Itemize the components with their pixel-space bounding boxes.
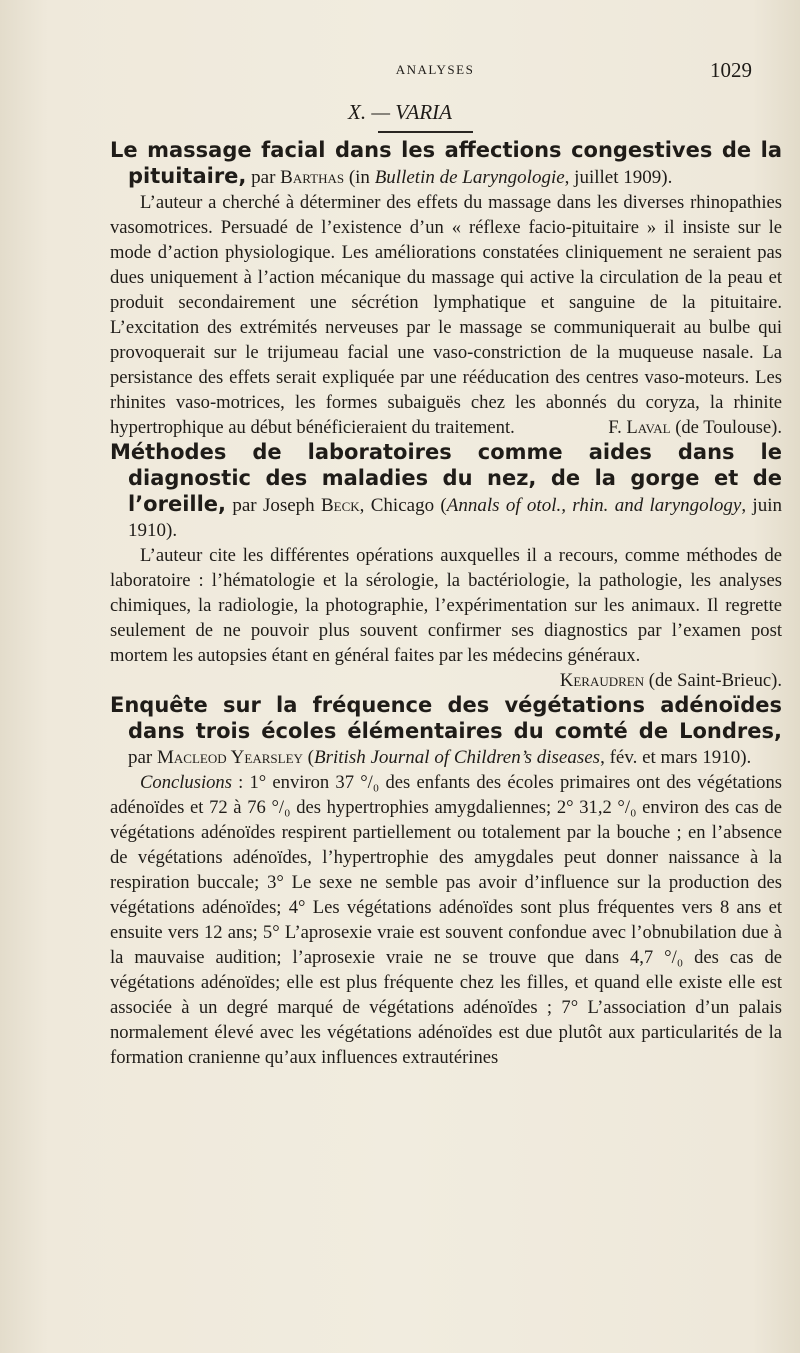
article-source-open: (: [302, 747, 314, 768]
article-title: Enquête sur la fréquence des végétations adénoïdes dans trois écoles élémentaires du comté de Londres,: [110, 693, 782, 743]
article-3: [110, 693, 782, 1070]
section-rule: [378, 131, 473, 133]
signature-name: F. Laval: [608, 417, 671, 438]
article-heading: [110, 138, 782, 190]
section-title: X. — VARIA: [348, 100, 452, 124]
article-text: L’auteur a cherché à déterminer des effets du massage dans les diverses rhinopathies vasomotrices. Persuadé de l’existence d’un « réflexe facio-pituitaire » il insiste sur le mode d’action physiologique. Les améliorations constatées cliniquement ne seraient pas dues uniquement à l’action mécanique du massage qui active la circulation de la peau et produit secondairement une sécrétion lymphatique et sanguine de la pituitaire. L’excitation des extrémités nerveuses par le massage se communiquerait au bulbe qui provoquerait sur le trijumeau facial une vaso-constriction de la muqueuse nasale. La persistance des effets serait expliquée par une rééducation des centres vaso-moteurs. Les rhinites vaso-motrices, les formes subaiguës chez les abonnés du coryza, la rhinite hypertrophique au début bénéficieraient du traitement.: [110, 192, 782, 438]
article-text: : 1° environ 37 °/₀ des enfants des écoles primaires ont des végétations adénoïdes et 72 à 76 °/₀ des hypertrophies amygdaliennes; 2° 31,2 °/₀ environ des cas de végétations adénoïdes respirent partiellement ou totalement par la bouche ; en l’absence de végétations adénoïdes, l’hypertrophie des amygdales peut donner naissance à la respiration buccale; 3° Le sexe ne semble pas avoir d’influence sur la production des végétations adénoïdes; 4° Les végétations adénoïdes sont plus fréquentes vers 8 ans et ensuite vers 12 ans; 5° L’aprosexie vraie est souvent confondue avec l’obnubilation due à la mauvaise audition; l’aprosexie vraie ne se trouve que dans 4,7 °/₀ des cas de végétations adénoïdes; elle est plus fréquente chez les filles, et quand elle existe elle est associée à un degré marqué de végétations adénoïdes ; 7° L’association d’un palais normalement élevé avec les végétations adénoïdes est due plutôt aux particularités de la formation cranienne qu’aux influences extrautérines: [110, 772, 782, 1068]
article-source: British Journal of Children’s diseases: [313, 747, 601, 768]
article-text: L’auteur cite les différentes opérations auxquelles il a recours, comme méthodes de laboratoire : l’hématologie et la sérologie, la bactériologie, la pathologie, les analyses chimiques, la radiologie, la photographie, l’expérimentation sur les animaux. Il regrette seulement de ne pouvoir plus souvent confirmer ses diagnostics par l’examen post mortem les autopsies étant en général faites par les médecins généraux.: [110, 545, 782, 666]
article-source: Bulletin de Laryngologie: [374, 167, 565, 188]
article-by: par: [246, 167, 281, 188]
article-source-open: (in: [344, 167, 375, 188]
article-2: [110, 440, 782, 693]
article-source-close: , fév. et mars 1910).: [600, 747, 752, 768]
article-heading: [110, 693, 782, 770]
signature-name: Keraudren: [559, 670, 645, 691]
article-author: Beck: [320, 495, 360, 516]
article-heading: [110, 440, 782, 543]
article-body: [110, 770, 782, 1070]
article-title: Le massage facial dans les affections congestives de la pituitaire,: [110, 138, 782, 188]
signature-place: (de Toulouse).: [670, 417, 782, 438]
article-source-close: , juillet 1909).: [564, 167, 673, 188]
article-author: Barthas: [280, 167, 345, 188]
article-source: Annals of otol., rhin. and laryngology: [446, 495, 742, 516]
article-signature: [608, 415, 782, 440]
article-author: Macleod Yearsley: [157, 747, 303, 768]
content: [110, 138, 782, 1070]
article-lead: Conclusions: [140, 772, 232, 793]
article-body: [110, 543, 782, 691]
article-source-close: , juin 1910).: [128, 495, 782, 541]
page-number: 1029: [710, 58, 752, 82]
page-header: [108, 58, 762, 82]
running-title: ANALYSES: [395, 62, 475, 77]
article-by: par Joseph: [226, 495, 321, 516]
article-body: [110, 190, 782, 440]
article-title: Méthodes de laboratoires comme aides dans le diagnostic des maladies du nez, de la gorge et de l’oreille,: [110, 440, 782, 516]
article-1: [110, 138, 782, 440]
signature-place: (de Saint-Brieuc).: [644, 670, 782, 691]
article-signature: [560, 668, 782, 693]
article-by: par: [128, 747, 158, 768]
article-source-open: , Chicago (: [359, 495, 447, 516]
